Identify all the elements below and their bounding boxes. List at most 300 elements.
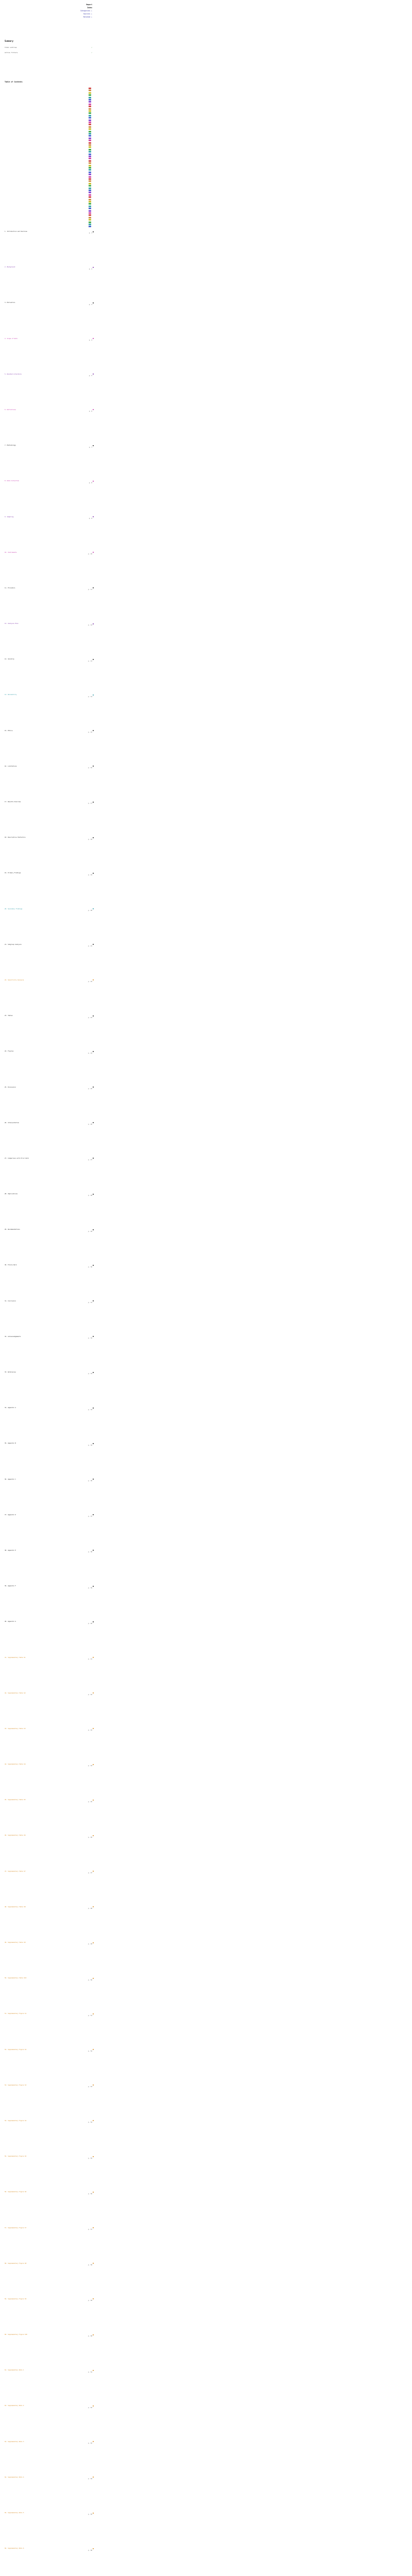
entry-page-number: p. 44 (88, 1765, 92, 1767)
list-item[interactable] (5, 2191, 92, 2227)
header-link[interactable]: Categories ▸ (80, 10, 92, 12)
entry-title[interactable]: 60. Supplementary Figure S10 (5, 2334, 27, 2336)
list-item[interactable] (5, 1514, 92, 1550)
entry-title[interactable]: 41. Supplementary Table S1 (5, 1656, 26, 1658)
toc-marker[interactable] (89, 194, 91, 196)
toc-marker[interactable] (89, 115, 91, 116)
toc-marker[interactable] (89, 128, 91, 130)
entry-page-number: p. 36 (88, 1480, 92, 1482)
entry-bullet-icon (93, 2049, 94, 2050)
entry-bullet-icon (93, 1835, 94, 1836)
entry-bullet-icon (93, 2120, 94, 2121)
toc-marker[interactable] (89, 156, 91, 157)
entry-page-number: p. 12 (88, 624, 92, 626)
entry-bullet-icon (93, 1336, 94, 1337)
entry-page-number: p. 61 (88, 2371, 92, 2373)
entry-page-number: p. 15 (88, 732, 92, 734)
entry-bullet-icon (93, 2013, 94, 2014)
toc-marker[interactable] (89, 92, 91, 94)
list-item[interactable] (5, 1621, 92, 1656)
list-item[interactable] (5, 623, 92, 658)
toc-marker[interactable] (89, 167, 91, 168)
list-item[interactable] (5, 837, 92, 872)
entry-title[interactable]: 38. Appendix E (5, 1549, 16, 1551)
list-item[interactable] (5, 2049, 92, 2084)
entry-title[interactable]: 14. Reliability (5, 694, 17, 696)
entry-title[interactable]: 21. Subgroup Analysis (5, 943, 22, 945)
entry-title[interactable]: 11. Procedure (5, 587, 15, 589)
list-item[interactable] (5, 979, 92, 1015)
entry-page-number: p. 32 (88, 1337, 92, 1340)
list-item[interactable] (5, 1264, 92, 1300)
entry-title[interactable]: 4. Scope of Work (5, 337, 18, 340)
list-item[interactable] (5, 1015, 92, 1053)
entry-title[interactable]: 45. Supplementary Table S5 (5, 1799, 26, 1801)
entry-page-number: p. 2 (89, 268, 92, 270)
entry-bullet-icon (93, 587, 94, 588)
toc-marker[interactable] (89, 165, 91, 166)
entry-title[interactable]: 3. Motivation (5, 302, 15, 304)
header-title: Report (86, 4, 92, 6)
entry-title[interactable]: 9. Sampling (5, 516, 14, 518)
entry-page-number: p. 57 (88, 2228, 92, 2230)
entry-title[interactable]: 12. Analysis Plan (5, 623, 19, 625)
entry-bullet-icon (93, 1657, 94, 1658)
list-item[interactable] (5, 2227, 92, 2263)
entry-bullet-icon (93, 338, 94, 339)
entry-bullet-icon (93, 2263, 94, 2264)
toc-marker[interactable] (89, 178, 91, 180)
toc-marker[interactable] (89, 120, 91, 121)
entry-title[interactable]: 17. Results Overview (5, 801, 21, 803)
list-item[interactable] (5, 2084, 92, 2120)
entry-bullet-icon (93, 409, 94, 410)
toc-marker[interactable] (89, 140, 91, 141)
entry-bullet-icon (93, 2513, 94, 2514)
entry-title[interactable]: 13. Validity (5, 658, 14, 660)
list-item[interactable] (5, 1835, 92, 1870)
entry-list (5, 231, 92, 2576)
list-item[interactable] (5, 516, 92, 552)
list-item[interactable] (5, 2013, 92, 2048)
toc-marker[interactable] (89, 224, 91, 225)
toc-marker[interactable] (89, 88, 91, 89)
entry-bullet-icon (93, 1158, 94, 1159)
list-item[interactable] (5, 694, 92, 730)
toc-marker[interactable] (89, 169, 91, 171)
entry-page-number: p. 50 (88, 1979, 92, 1981)
list-item[interactable] (5, 2263, 92, 2298)
entry-bullet-icon (93, 802, 94, 803)
toc-marker[interactable] (89, 176, 91, 178)
toc-marker[interactable] (89, 174, 91, 175)
summary-section (5, 40, 92, 57)
entry-title[interactable]: 23. Tables (5, 1015, 13, 1017)
entry-bullet-icon (93, 908, 94, 909)
list-item[interactable] (5, 374, 92, 409)
toc-marker[interactable] (89, 99, 91, 100)
list-item[interactable] (5, 2441, 92, 2477)
list-item[interactable] (5, 766, 92, 801)
toc-marker[interactable] (89, 154, 91, 155)
entry-title[interactable]: 42. Supplementary Table S2 (5, 1692, 26, 1694)
toc-marker[interactable] (89, 126, 91, 128)
toc-marker[interactable] (89, 144, 91, 146)
toc-marker[interactable] (89, 112, 91, 114)
entry-page-number: p. 42 (88, 1694, 92, 1696)
header-link[interactable]: Related ▸ (83, 16, 92, 18)
toc-marker[interactable] (89, 122, 91, 123)
toc-marker[interactable] (89, 94, 91, 96)
entry-title[interactable]: 18. Descriptive Statistics (5, 837, 26, 839)
entry-title[interactable]: 10. Instruments (5, 551, 17, 553)
entry-bullet-icon (93, 979, 94, 980)
entry-title[interactable]: 34. Appendix A (5, 1407, 16, 1409)
entry-page-number: p. 3 (89, 303, 92, 306)
entry-bullet-icon (93, 944, 94, 945)
entry-title[interactable]: 36. Appendix C (5, 1478, 16, 1480)
header-title: Index (87, 7, 92, 9)
entry-page-number: p. 6 (89, 411, 92, 413)
toc-marker[interactable] (89, 192, 91, 193)
entry-bullet-icon (93, 766, 94, 767)
entry-title[interactable]: 5. Related Literature (5, 373, 22, 375)
entry-title[interactable]: 43. Supplementary Table S3 (5, 1727, 26, 1730)
entry-title[interactable]: 27. Comparison with Prior Work (5, 1157, 29, 1159)
entry-page-number: p. 45 (88, 1801, 92, 1803)
list-item[interactable] (5, 1692, 92, 1728)
list-item[interactable] (5, 1728, 92, 1764)
list-item[interactable] (5, 1300, 92, 1336)
entry-title[interactable]: 7. Methodology (5, 445, 16, 447)
list-item[interactable] (5, 1122, 92, 1158)
toc-marker[interactable] (89, 162, 91, 164)
list-item[interactable] (5, 1550, 92, 1585)
entry-bullet-icon (93, 302, 94, 303)
list-item[interactable] (5, 1443, 92, 1478)
toc-marker[interactable] (89, 138, 91, 139)
list-item[interactable] (5, 2298, 92, 2334)
entry-title[interactable]: 2. Background (5, 266, 15, 268)
list-item[interactable] (5, 1977, 92, 2013)
entry-page-number: p. 21 (88, 945, 92, 947)
entry-title[interactable]: 56. Supplementary Figure S6 (5, 2191, 27, 2193)
toc-marker[interactable] (89, 146, 91, 148)
toc-marker[interactable] (89, 160, 91, 162)
entry-title[interactable]: 66. Supplementary Note 6 (5, 2548, 24, 2550)
entry-page-number: p. 59 (88, 2300, 92, 2302)
entry-bullet-icon (93, 730, 94, 731)
toc-marker[interactable] (89, 217, 91, 218)
entry-title[interactable]: 44. Supplementary Table S4 (5, 1764, 26, 1766)
list-item[interactable] (5, 658, 92, 694)
toc-marker[interactable] (89, 219, 91, 221)
toc-marker[interactable] (89, 226, 91, 227)
entry-title[interactable]: 19. Primary Findings (5, 872, 21, 874)
entry-page-number: p. 63 (88, 2443, 92, 2445)
toc-marker[interactable] (89, 135, 91, 137)
entry-page-number: p. 52 (88, 2050, 92, 2052)
toc-marker[interactable] (89, 188, 91, 189)
list-item[interactable] (5, 2156, 92, 2191)
list-item[interactable] (5, 1229, 92, 1264)
entry-bullet-icon (93, 2334, 94, 2335)
toc-marker[interactable] (89, 206, 91, 207)
entry-title[interactable]: 16. Limitations (5, 765, 17, 767)
entry-page-number: p. 16 (88, 767, 92, 769)
entry-bullet-icon (93, 2298, 94, 2299)
entry-title[interactable]: 52. Supplementary Figure S2 (5, 2048, 27, 2050)
entry-title[interactable]: 24. Figures (5, 1050, 14, 1053)
entry-page-number: p. 26 (88, 1124, 92, 1126)
entry-title[interactable]: 20. Secondary Findings (5, 908, 23, 910)
list-item[interactable] (5, 302, 92, 337)
list-item[interactable] (5, 1585, 92, 1621)
entry-title[interactable]: 50. Supplementary Table S10 (5, 1977, 27, 1979)
toc-marker[interactable] (89, 214, 91, 216)
entry-page-number: p. 56 (88, 2193, 92, 2195)
entry-title[interactable]: 47. Supplementary Table S7 (5, 1870, 26, 1872)
entry-title[interactable]: 55. Supplementary Figure S5 (5, 2156, 27, 2158)
list-item[interactable] (5, 2548, 92, 2576)
entry-title[interactable]: 51. Supplementary Figure S1 (5, 2013, 27, 2015)
entry-page-number: p. 30 (88, 1266, 92, 1268)
toc-marker[interactable] (89, 101, 91, 103)
entry-page-number: p. 33 (88, 1373, 92, 1375)
entry-title[interactable]: 40. Appendix G (5, 1621, 16, 1623)
toc-marker[interactable] (89, 172, 91, 173)
entry-bullet-icon (93, 2156, 94, 2157)
entry-bullet-icon (93, 1479, 94, 1480)
list-item[interactable] (5, 1906, 92, 1942)
entry-bullet-icon (93, 659, 94, 660)
list-item[interactable] (5, 944, 92, 979)
entry-page-number: p. 9 (89, 517, 92, 519)
list-item[interactable] (5, 1087, 92, 1122)
entry-title[interactable]: 1. Introduction and Overview (5, 231, 27, 232)
list-item[interactable] (5, 1158, 92, 1193)
list-item[interactable] (5, 1799, 92, 1835)
list-item[interactable] (5, 1479, 92, 1514)
toc-marker[interactable] (89, 208, 91, 209)
entry-title[interactable]: 26. Interpretation (5, 1122, 20, 1124)
entry-title[interactable]: 37. Appendix D (5, 1514, 16, 1516)
entry-page-number: p. 62 (88, 2406, 92, 2409)
toc-marker[interactable] (89, 210, 91, 212)
list-item[interactable] (5, 2369, 92, 2405)
entry-page-number: p. 41 (88, 1658, 92, 1660)
entry-page-number: p. 35 (88, 1444, 92, 1446)
list-item[interactable] (5, 2120, 92, 2156)
list-item[interactable] (5, 908, 92, 944)
toc-heading: Table of Contents (5, 81, 23, 83)
entry-title[interactable]: 63. Supplementary Note 3 (5, 2441, 24, 2443)
entry-page-number: p. 4 (89, 339, 92, 341)
entry-title[interactable]: 61. Supplementary Note 1 (5, 2369, 24, 2371)
entry-title[interactable]: 29. Recommendations (5, 1229, 20, 1231)
entry-bullet-icon (93, 1550, 94, 1551)
entry-page-number: p. 31 (88, 1302, 92, 1304)
entry-bullet-icon (93, 2192, 94, 2193)
entry-title[interactable]: 32. Acknowledgements (5, 1335, 21, 1337)
entry-page-number: p. 38 (88, 1551, 92, 1553)
list-item[interactable] (5, 1371, 92, 1407)
list-item[interactable] (5, 266, 92, 302)
list-item[interactable] (5, 1336, 92, 1371)
toc-marker[interactable] (89, 97, 91, 98)
toc-marker[interactable] (89, 90, 91, 91)
entry-bullet-icon (93, 1871, 94, 1872)
entry-page-number: p. 1 (89, 232, 92, 234)
toc-marker[interactable] (89, 151, 91, 152)
list-item[interactable] (5, 1657, 92, 1692)
entry-page-number: p. 11 (88, 589, 92, 591)
list-item[interactable] (5, 872, 92, 908)
entry-page-number: p. 5 (89, 375, 92, 377)
entry-bullet-icon (93, 374, 94, 375)
entry-bullet-icon (93, 445, 94, 446)
list-item[interactable] (5, 730, 92, 766)
summary-row (5, 47, 92, 48)
entry-page-number: p. 40 (88, 1622, 92, 1624)
entry-title[interactable]: 48. Supplementary Table S8 (5, 1906, 26, 1908)
entry-bullet-icon (93, 1300, 94, 1301)
toc-marker[interactable] (89, 133, 91, 134)
toc-marker[interactable] (89, 158, 91, 159)
entry-title[interactable]: 22. Sensitivity Analysis (5, 979, 24, 981)
entry-title[interactable]: 53. Supplementary Figure S3 (5, 2084, 27, 2086)
list-item[interactable] (5, 2334, 92, 2369)
entry-title[interactable]: 39. Appendix F (5, 1585, 16, 1587)
toc-marker[interactable] (89, 149, 91, 150)
entry-page-number: p. 14 (88, 696, 92, 698)
toc-marker[interactable] (89, 142, 91, 144)
list-item[interactable] (5, 338, 92, 374)
entry-page-number: p. 48 (88, 1908, 92, 1910)
entry-title[interactable]: 28. Implications (5, 1193, 18, 1195)
list-item[interactable] (5, 2512, 92, 2548)
entry-page-number: p. 25 (88, 1088, 92, 1090)
list-item[interactable] (5, 552, 92, 587)
toc-marker[interactable] (89, 222, 91, 223)
entry-bullet-icon (93, 1621, 94, 1622)
list-item[interactable] (5, 1193, 92, 1229)
toc-marker[interactable] (89, 110, 91, 112)
entry-bullet-icon (93, 267, 94, 268)
list-item[interactable] (5, 1942, 92, 1977)
entry-bullet-icon (93, 1087, 94, 1088)
entry-bullet-icon (93, 552, 94, 553)
entry-title[interactable]: 54. Supplementary Figure S4 (5, 2120, 27, 2122)
entry-bullet-icon (93, 1978, 94, 1979)
list-item[interactable] (5, 1871, 92, 1906)
summary-key: Total entries (5, 46, 17, 49)
entry-title[interactable]: 58. Supplementary Figure S8 (5, 2262, 27, 2264)
toc-marker[interactable] (89, 106, 91, 107)
toc-marker[interactable] (89, 108, 91, 110)
entry-title[interactable]: 57. Supplementary Figure S7 (5, 2227, 27, 2229)
entry-title[interactable]: 33. References (5, 1371, 16, 1373)
entry-bullet-icon (93, 1265, 94, 1266)
toc-marker[interactable] (89, 201, 91, 202)
list-item[interactable] (5, 587, 92, 623)
entry-bullet-icon (93, 1906, 94, 1907)
list-item[interactable] (5, 2405, 92, 2441)
list-item[interactable] (5, 1407, 92, 1443)
entry-page-number: p. 65 (88, 2514, 92, 2516)
toc-marker[interactable] (89, 183, 91, 184)
toc-marker[interactable] (89, 190, 91, 191)
entry-title[interactable]: 6. Definitions (5, 409, 16, 411)
entry-page-number: p. 23 (88, 1016, 92, 1019)
toc-marker[interactable] (89, 196, 91, 198)
document-page (5, 4, 92, 2576)
entry-bullet-icon (93, 873, 94, 874)
toc-marker[interactable] (89, 212, 91, 214)
entry-title[interactable]: 25. Discussion (5, 1086, 16, 1088)
entry-bullet-icon (93, 1122, 94, 1123)
header-link[interactable]: Sources ▸ (83, 13, 92, 15)
entry-title[interactable]: 8. Data Collection (5, 480, 20, 482)
toc-marker[interactable] (89, 131, 91, 132)
entry-title[interactable]: 30. Future Work (5, 1264, 17, 1266)
toc-marker[interactable] (89, 203, 91, 205)
summary-row (5, 52, 92, 54)
entry-page-number: p. 46 (88, 1836, 92, 1838)
entry-title[interactable]: 46. Supplementary Table S6 (5, 1835, 26, 1837)
entry-bullet-icon (93, 694, 94, 696)
toc-marker[interactable] (89, 185, 91, 187)
list-item[interactable] (5, 445, 92, 480)
list-item[interactable] (5, 1764, 92, 1799)
entry-bullet-icon (93, 1692, 94, 1693)
entry-bullet-icon (93, 516, 94, 517)
list-item[interactable] (5, 2477, 92, 2512)
toc-marker[interactable] (89, 124, 91, 125)
entry-title[interactable]: 65. Supplementary Note 5 (5, 2512, 24, 2514)
entry-page-number: p. 54 (88, 2122, 92, 2124)
entry-title[interactable]: 49. Supplementary Table S9 (5, 1942, 26, 1943)
entry-page-number: p. 13 (88, 660, 92, 662)
entry-title[interactable]: 62. Supplementary Note 2 (5, 2405, 24, 2407)
entry-bullet-icon (93, 623, 94, 624)
entry-title[interactable]: 59. Supplementary Figure S9 (5, 2298, 27, 2300)
list-item[interactable] (5, 1050, 92, 1086)
toc-marker[interactable] (89, 104, 91, 105)
entry-bullet-icon (93, 2084, 94, 2086)
list-item[interactable] (5, 231, 92, 266)
toc-marker[interactable] (89, 180, 91, 182)
entry-bullet-icon (93, 1015, 94, 1016)
entry-page-number: p. 47 (88, 1872, 92, 1874)
entry-title[interactable]: 64. Supplementary Note 4 (5, 2476, 24, 2478)
entry-bullet-icon (93, 837, 94, 838)
entry-bullet-icon (93, 2405, 94, 2406)
entry-title[interactable]: 35. Appendix B (5, 1443, 16, 1445)
entry-title[interactable]: 31. Conclusion (5, 1300, 16, 1302)
list-item[interactable] (5, 409, 92, 445)
entry-title[interactable]: 15. Ethics (5, 730, 13, 732)
toc-marker[interactable] (89, 199, 91, 200)
entry-bullet-icon (93, 2477, 94, 2478)
list-item[interactable] (5, 480, 92, 516)
entry-bullet-icon (93, 1764, 94, 1765)
toc-marker[interactable] (89, 117, 91, 118)
list-item[interactable] (5, 801, 92, 837)
entry-page-number: p. 39 (88, 1587, 92, 1589)
entry-bullet-icon (93, 2370, 94, 2371)
entry-page-number: p. 60 (88, 2335, 92, 2337)
